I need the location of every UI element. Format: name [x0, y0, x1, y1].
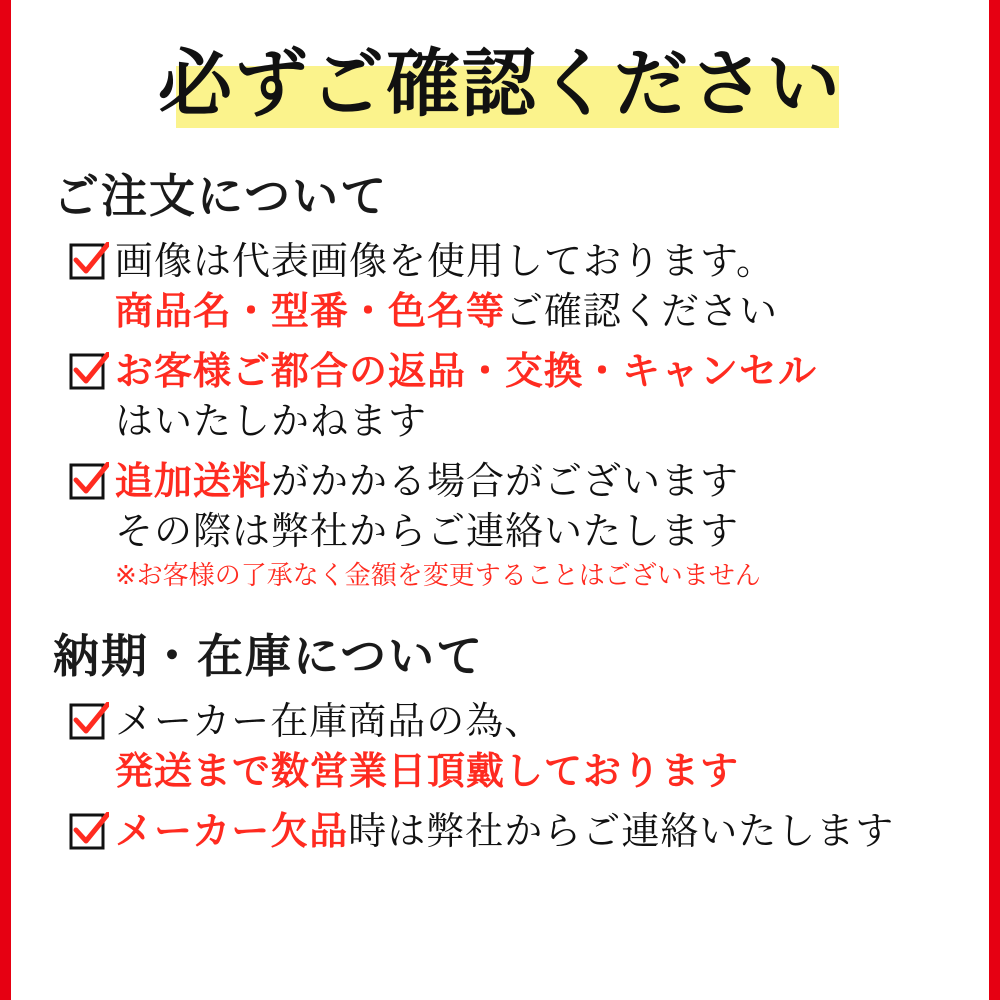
checkbox-checked-icon	[69, 462, 109, 502]
plain-text: ご確認ください	[505, 289, 779, 333]
list-item-line: 画像は代表画像を使用しております。	[115, 239, 775, 283]
emphasis-text: 商品名・型番・色名等	[115, 289, 506, 333]
list-item-line	[115, 286, 959, 336]
emphasis-text: 追加送料	[115, 459, 272, 503]
plain-text: がかかる場合がございます	[271, 459, 740, 503]
checkbox-checked-icon	[69, 242, 109, 282]
list-item-text	[115, 456, 959, 594]
list-item-text	[115, 236, 959, 336]
list-item-line: はいたしかねます	[115, 399, 428, 443]
list-item-line	[115, 806, 959, 856]
emphasis-text: メーカー欠品	[115, 809, 349, 853]
list-item-note: ※お客様の了承なく金額を変更することはございません	[115, 561, 761, 591]
page-title-wrap	[41, 32, 959, 142]
notice-content	[11, 0, 989, 1000]
list-item-line: メーカー在庫商品の為、	[115, 699, 544, 743]
list-item-line: 発送まで数営業日頂戴しております	[115, 749, 740, 793]
left-red-border	[0, 0, 11, 1000]
list-item-text	[115, 346, 959, 446]
page-title: 必ずご確認ください	[158, 41, 842, 127]
list-item	[69, 346, 959, 446]
section-heading-order: ご注文について	[53, 169, 389, 223]
list-item-line: お客様ご都合の返品・交換・キャンセル	[115, 349, 818, 393]
list-item-line	[115, 456, 959, 506]
list-item	[69, 696, 959, 796]
checkbox-checked-icon	[69, 812, 109, 852]
plain-text: 時は弊社からご連絡いたします	[348, 809, 895, 853]
list-item-text	[115, 806, 959, 856]
checkbox-checked-icon	[69, 702, 109, 742]
list-item	[69, 806, 959, 856]
list-item	[69, 456, 959, 594]
list-item-line: その際は弊社からご連絡いたします	[115, 509, 740, 553]
list-item	[69, 236, 959, 336]
section-heading-delivery: 納期・在庫について	[53, 629, 485, 683]
list-item-text	[115, 696, 959, 796]
checkbox-checked-icon	[69, 352, 109, 392]
right-red-border	[989, 0, 1000, 1000]
